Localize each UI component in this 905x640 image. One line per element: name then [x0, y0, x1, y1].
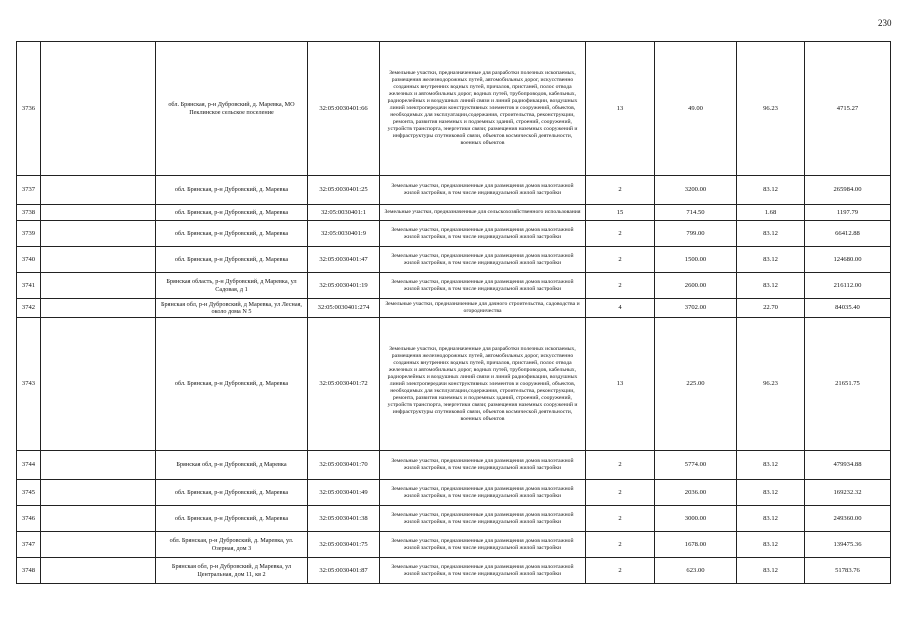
- table-row: [17, 176, 891, 205]
- table-body: [17, 42, 891, 584]
- table-row: [17, 299, 891, 318]
- cell-address: обл. Брянская, р-н Дубровский, д. Маревка: [156, 480, 308, 506]
- cell-blank: [41, 318, 156, 451]
- cell-blank: [41, 205, 156, 221]
- cell-specific-value: 83.12: [737, 506, 805, 532]
- cell-area: 3702.00: [655, 299, 737, 318]
- cell-cadastral-number: 32:05:0030401:1: [308, 205, 380, 221]
- cell-row-number: 3741: [17, 273, 41, 299]
- cell-land-purpose: Земельные участки, предназначенные для разработки полезных ископаемых, размещения железнодорожных путей, автомобильных дорог, искусственно созданных внутренних водных путей, причалов, пристаней, полос отвода железных и автомобильных дорог, водных путей, трубопроводов, кабельных, радиорелейных и воздушных линий связи и линий радиофикации, воздушных линий электропередачи конструктивных элементов и сооружений, объектов, необходимых для эксплуатации,содержания, строительства, реконструкции, ремонта, развития наземных и подземных зданий, строений, сооружений, устройств транспорта, энергетики связи; размещения наземных сооружений и инфраструктуры спутниковой связи, объектов космической деятельности, военных объектов: [380, 318, 586, 451]
- cell-group: 2: [586, 176, 655, 205]
- cell-group: 2: [586, 532, 655, 558]
- cell-land-purpose: Земельные участки, предназначенные для сельскохозяйственного использования: [380, 205, 586, 221]
- cell-blank: [41, 176, 156, 205]
- table-row: [17, 318, 891, 451]
- cell-land-purpose: Земельные участки, предназначенные для дачного строительства, садоводства и огородничества: [380, 299, 586, 318]
- table-row: [17, 532, 891, 558]
- cell-row-number: 3736: [17, 42, 41, 176]
- cell-cadastral-value: 139475.36: [805, 532, 891, 558]
- cell-blank: [41, 273, 156, 299]
- cell-cadastral-number: 32:05:0030401:19: [308, 273, 380, 299]
- table-row: [17, 205, 891, 221]
- cell-cadastral-value: 1197.79: [805, 205, 891, 221]
- cell-area: 49.00: [655, 42, 737, 176]
- cell-land-purpose: Земельные участки, предназначенные для размещения домов малоэтажной жилой застройки, в том числе индивидуальной жилой застройки: [380, 451, 586, 480]
- cell-row-number: 3740: [17, 247, 41, 273]
- cell-row-number: 3745: [17, 480, 41, 506]
- cell-area: 1500.00: [655, 247, 737, 273]
- cell-blank: [41, 506, 156, 532]
- cell-land-purpose: Земельные участки, предназначенные для разработки полезных ископаемых, размещения железнодорожных путей, автомобильных дорог, искусственно созданных внутренних водных путей, причалов, пристаней, полос отвода железных и автомобильных дорог, водных путей, трубопроводов, кабельных, радиорелейных и воздушных линий связи и линий радиофикации, воздушных линий электропередачи конструктивных элементов и сооружений, объектов, необходимых для эксплуатации,содержания, строительства, реконструкции, ремонта, развития наземных и подземных зданий, строений, сооружений, устройств транспорта, энергетики связи; размещения наземных сооружений и инфраструктуры спутниковой связи, объектов космической деятельности, военных объектов: [380, 42, 586, 176]
- cell-cadastral-value: 84035.40: [805, 299, 891, 318]
- cell-group: 13: [586, 318, 655, 451]
- cell-land-purpose: Земельные участки, предназначенные для размещения домов малоэтажной жилой застройки, в том числе индивидуальной жилой застройки: [380, 273, 586, 299]
- cell-cadastral-number: 32:05:0030401:47: [308, 247, 380, 273]
- table-row: [17, 480, 891, 506]
- cell-group: 13: [586, 42, 655, 176]
- cell-area: 623.00: [655, 558, 737, 584]
- cell-address: обл. Брянская, р-н Дубровский, д. Маревка: [156, 506, 308, 532]
- cell-specific-value: 83.12: [737, 273, 805, 299]
- cell-area: 5774.00: [655, 451, 737, 480]
- cell-cadastral-number: 32:05:0030401:70: [308, 451, 380, 480]
- cell-cadastral-number: 32:05:0030401:75: [308, 532, 380, 558]
- cell-specific-value: 83.12: [737, 558, 805, 584]
- cell-blank: [41, 558, 156, 584]
- cell-row-number: 3748: [17, 558, 41, 584]
- cell-specific-value: 83.12: [737, 247, 805, 273]
- cadastral-registry-table: [16, 41, 891, 584]
- cell-specific-value: 83.12: [737, 480, 805, 506]
- cell-group: 2: [586, 451, 655, 480]
- cell-land-purpose: Земельные участки, предназначенные для размещения домов малоэтажной жилой застройки, в том числе индивидуальной жилой застройки: [380, 480, 586, 506]
- cell-row-number: 3743: [17, 318, 41, 451]
- table-row: [17, 558, 891, 584]
- cell-address: обл. Брянская, р-н Дубровский, д. Маревка, МО Пеклинское сельское поселение: [156, 42, 308, 176]
- cell-row-number: 3739: [17, 221, 41, 247]
- cell-address: Брянская обл, р-н Дубровский, д Маревка, ул Центральная, дом 11, кв 2: [156, 558, 308, 584]
- cell-group: 2: [586, 221, 655, 247]
- cell-row-number: 3742: [17, 299, 41, 318]
- cell-blank: [41, 480, 156, 506]
- cell-blank: [41, 247, 156, 273]
- cell-address: Брянская обл, р-н Дубровский, д Маревка, ул Лесная, около дома N 5: [156, 299, 308, 318]
- cell-group: 2: [586, 558, 655, 584]
- cell-specific-value: 83.12: [737, 176, 805, 205]
- cell-blank: [41, 451, 156, 480]
- cell-land-purpose: Земельные участки, предназначенные для размещения домов малоэтажной жилой застройки, в том числе индивидуальной жилой застройки: [380, 558, 586, 584]
- cell-cadastral-number: 32:05:0030401:66: [308, 42, 380, 176]
- cell-address: обл. Брянская, р-н Дубровский, д. Маревка: [156, 221, 308, 247]
- cell-cadastral-value: 124680.00: [805, 247, 891, 273]
- cell-address: Брянская обл, р-н Дубровский, д Маревка: [156, 451, 308, 480]
- cell-area: 3000.00: [655, 506, 737, 532]
- cell-group: 2: [586, 247, 655, 273]
- cell-cadastral-value: 51783.76: [805, 558, 891, 584]
- cell-group: 2: [586, 273, 655, 299]
- cell-address: обл. Брянская, р-н Дубровский, д. Маревка: [156, 176, 308, 205]
- cell-specific-value: 83.12: [737, 451, 805, 480]
- table-row: [17, 247, 891, 273]
- page-number: 230: [878, 18, 892, 28]
- cell-land-purpose: Земельные участки, предназначенные для размещения домов малоэтажной жилой застройки, в том числе индивидуальной жилой застройки: [380, 247, 586, 273]
- cell-area: 2036.00: [655, 480, 737, 506]
- cell-address: обл. Брянская, р-н Дубровский, д. Маревка: [156, 247, 308, 273]
- cell-area: 225.00: [655, 318, 737, 451]
- table-row: [17, 221, 891, 247]
- table-row: [17, 506, 891, 532]
- cell-cadastral-value: 21651.75: [805, 318, 891, 451]
- cell-address: Брянская область, р-н Дубровский, д Маревка, ул Садовая, д 1: [156, 273, 308, 299]
- cell-address: обл. Брянская, р-н Дубровский, д. Маревка: [156, 205, 308, 221]
- table-row: [17, 42, 891, 176]
- cell-cadastral-value: 169232.32: [805, 480, 891, 506]
- cell-cadastral-number: 32:05:0030401:274: [308, 299, 380, 318]
- cell-group: 15: [586, 205, 655, 221]
- cell-cadastral-value: 249360.00: [805, 506, 891, 532]
- cell-cadastral-value: 216112.00: [805, 273, 891, 299]
- cell-specific-value: 1.68: [737, 205, 805, 221]
- cell-group: 2: [586, 506, 655, 532]
- table-row: [17, 451, 891, 480]
- cell-blank: [41, 532, 156, 558]
- cell-specific-value: 22.70: [737, 299, 805, 318]
- cell-cadastral-number: 32:05:0030401:9: [308, 221, 380, 247]
- cell-specific-value: 83.12: [737, 532, 805, 558]
- cell-land-purpose: Земельные участки, предназначенные для размещения домов малоэтажной жилой застройки, в том числе индивидуальной жилой застройки: [380, 506, 586, 532]
- cell-specific-value: 83.12: [737, 221, 805, 247]
- cell-address: обл. Брянская, р-н Дубровский, д. Маревка: [156, 318, 308, 451]
- cell-cadastral-value: 479934.88: [805, 451, 891, 480]
- cell-specific-value: 96.23: [737, 42, 805, 176]
- cell-row-number: 3738: [17, 205, 41, 221]
- cell-cadastral-number: 32:05:0030401:87: [308, 558, 380, 584]
- cell-row-number: 3746: [17, 506, 41, 532]
- cell-land-purpose: Земельные участки, предназначенные для размещения домов малоэтажной жилой застройки, в том числе индивидуальной жилой застройки: [380, 176, 586, 205]
- cell-cadastral-value: 265984.00: [805, 176, 891, 205]
- cell-cadastral-value: 66412.88: [805, 221, 891, 247]
- cell-blank: [41, 221, 156, 247]
- cell-specific-value: 96.23: [737, 318, 805, 451]
- table-row: [17, 273, 891, 299]
- cell-group: 4: [586, 299, 655, 318]
- cell-cadastral-number: 32:05:0030401:38: [308, 506, 380, 532]
- cell-row-number: 3747: [17, 532, 41, 558]
- cell-row-number: 3737: [17, 176, 41, 205]
- cell-group: 2: [586, 480, 655, 506]
- cell-area: 2600.00: [655, 273, 737, 299]
- cell-land-purpose: Земельные участки, предназначенные для размещения домов малоэтажной жилой застройки, в том числе индивидуальной жилой застройки: [380, 532, 586, 558]
- cell-area: 799.00: [655, 221, 737, 247]
- cell-area: 714.50: [655, 205, 737, 221]
- cell-blank: [41, 42, 156, 176]
- cell-area: 3200.00: [655, 176, 737, 205]
- cell-cadastral-number: 32:05:0030401:25: [308, 176, 380, 205]
- cell-row-number: 3744: [17, 451, 41, 480]
- cell-cadastral-value: 4715.27: [805, 42, 891, 176]
- cell-land-purpose: Земельные участки, предназначенные для размещения домов малоэтажной жилой застройки, в том числе индивидуальной жилой застройки: [380, 221, 586, 247]
- cell-address: обл. Брянская, р-н Дубровский, д. Маревка, ул. Озерная, дом 3: [156, 532, 308, 558]
- cell-blank: [41, 299, 156, 318]
- cell-cadastral-number: 32:05:0030401:72: [308, 318, 380, 451]
- cell-area: 1678.00: [655, 532, 737, 558]
- cell-cadastral-number: 32:05:0030401:49: [308, 480, 380, 506]
